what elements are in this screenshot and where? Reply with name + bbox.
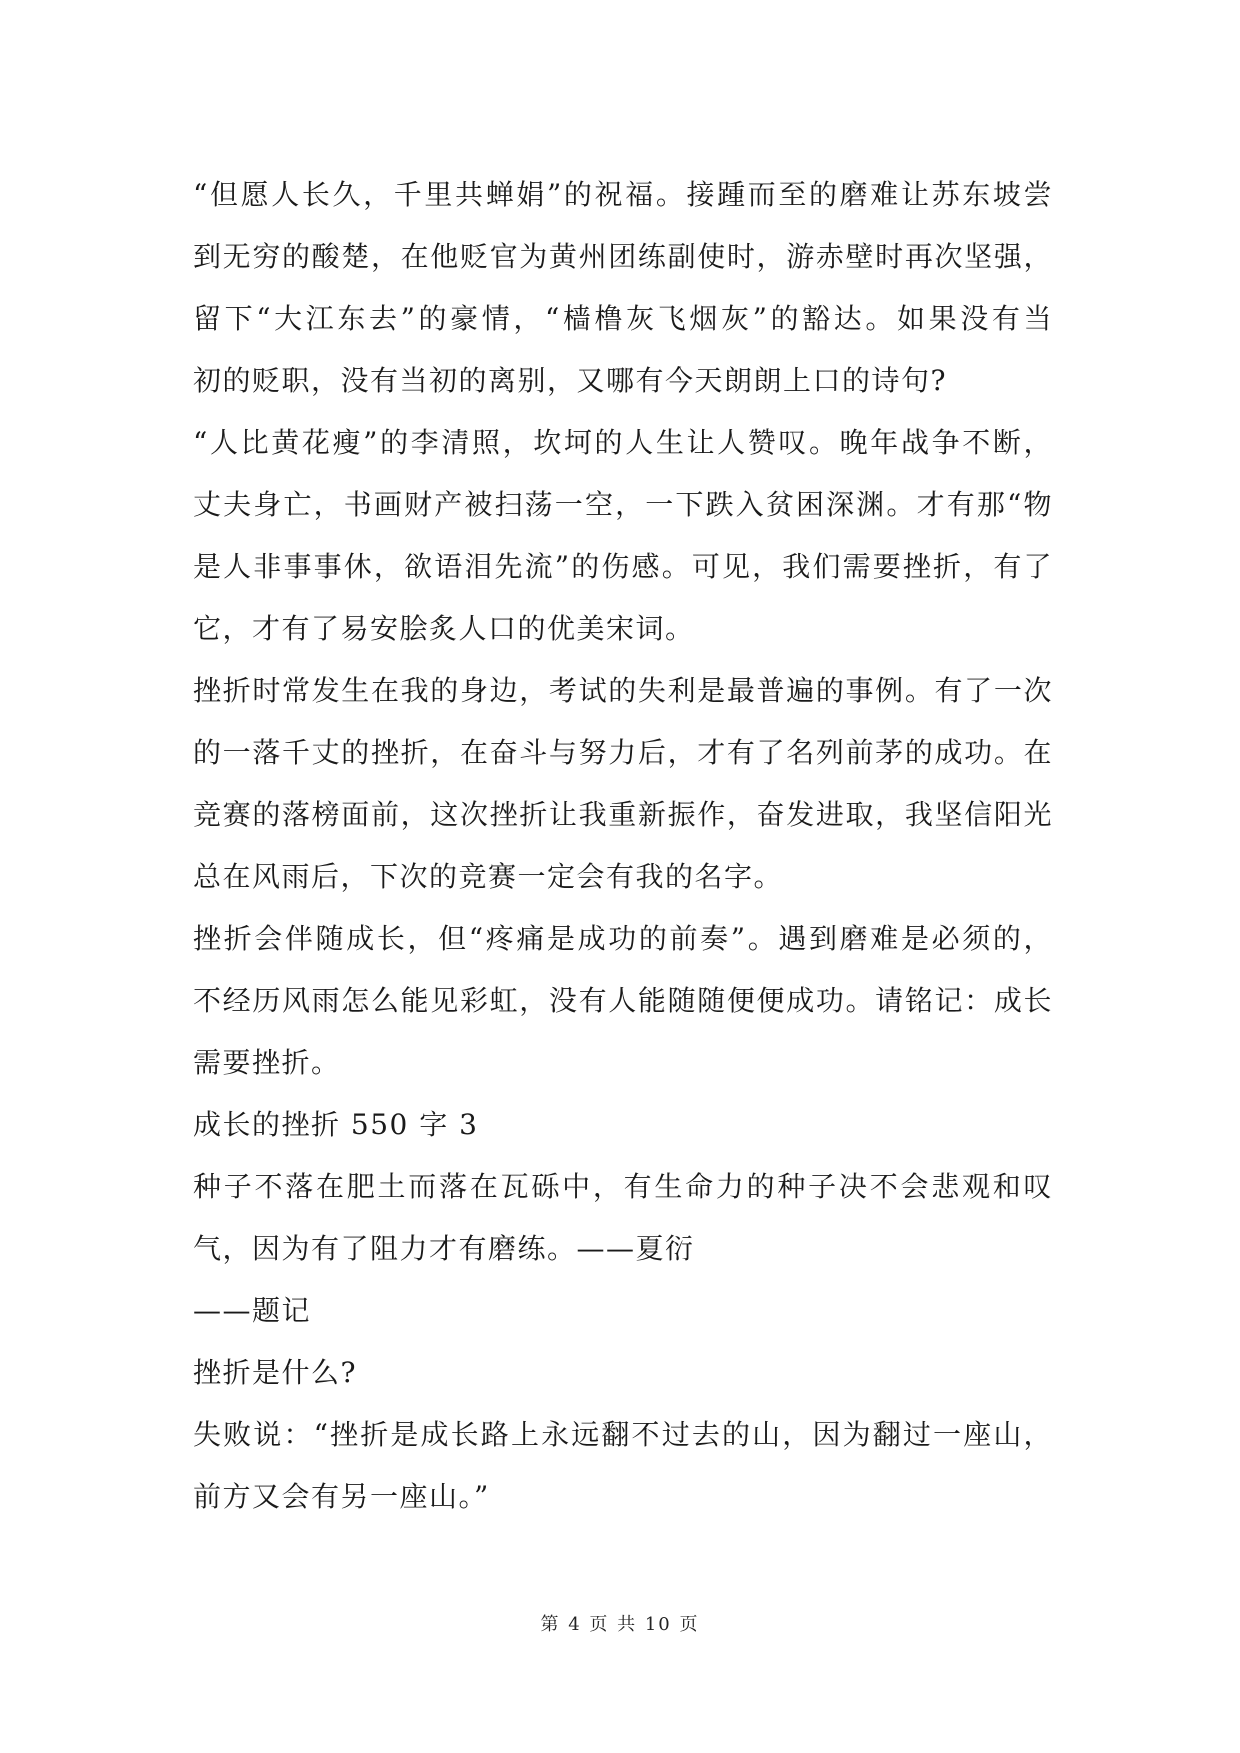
text-line: 它，才有了易安脍炙人口的优美宋词。 [193, 612, 695, 645]
section-heading: 成长的挫折 550 字 3 [193, 1108, 479, 1141]
text-line: 需要挫折。 [193, 1046, 341, 1079]
text-line: 总在风雨后，下次的竞赛一定会有我的名字。 [193, 860, 784, 893]
text-line: “人比黄花瘦”的李清照，坎坷的人生让人赞叹。晚年战争不断， [193, 426, 1053, 459]
text-line: 种子不落在肥土而落在瓦砾中，有生命力的种子决不会悲观和叹 [193, 1170, 1053, 1203]
text-line: 失败说：“挫折是成长路上永远翻不过去的山，因为翻过一座山， [193, 1418, 1053, 1451]
text-line: “但愿人长久，千里共蝉娟”的祝福。接踵而至的磨难让苏东坡尝 [193, 178, 1053, 211]
text-line: 挫折时常发生在我的身边，考试的失利是最普遍的事例。有了一次 [193, 674, 1053, 707]
page-number-footer: 第 4 页 共 10 页 [540, 1614, 700, 1635]
text-line: 竞赛的落榜面前，这次挫折让我重新振作，奋发进取，我坚信阳光 [193, 798, 1053, 831]
text-line: 挫折是什么? [193, 1356, 358, 1389]
text-line: 挫折会伴随成长，但“疼痛是成功的前奏”。遇到磨难是必须的， [193, 922, 1053, 955]
text-line: 留下“大江东去”的豪情，“樯橹灰飞烟灰”的豁达。如果没有当 [193, 302, 1053, 335]
text-line: 初的贬职，没有当初的离别，又哪有今天朗朗上口的诗句? [193, 364, 948, 397]
text-line: 是人非事事休，欲语泪先流”的伤感。可见，我们需要挫折，有了 [193, 550, 1053, 583]
text-line: 前方又会有另一座山。” [193, 1480, 490, 1513]
body-text [193, 164, 1053, 1528]
text-line: 气，因为有了阻力才有磨练。——夏衍 [193, 1232, 695, 1265]
text-line: 不经历风雨怎么能见彩虹，没有人能随随便便成功。请铭记：成长 [193, 984, 1053, 1017]
text-line: 的一落千丈的挫折，在奋斗与努力后，才有了名列前茅的成功。在 [193, 736, 1053, 769]
text-line: 丈夫身亡，书画财产被扫荡一空，一下跌入贫困深渊。才有那“物 [193, 488, 1053, 521]
text-line: 到无穷的酸楚，在他贬官为黄州团练副使时，游赤壁时再次坚强， [193, 240, 1053, 273]
text-line: ——题记 [193, 1294, 312, 1327]
